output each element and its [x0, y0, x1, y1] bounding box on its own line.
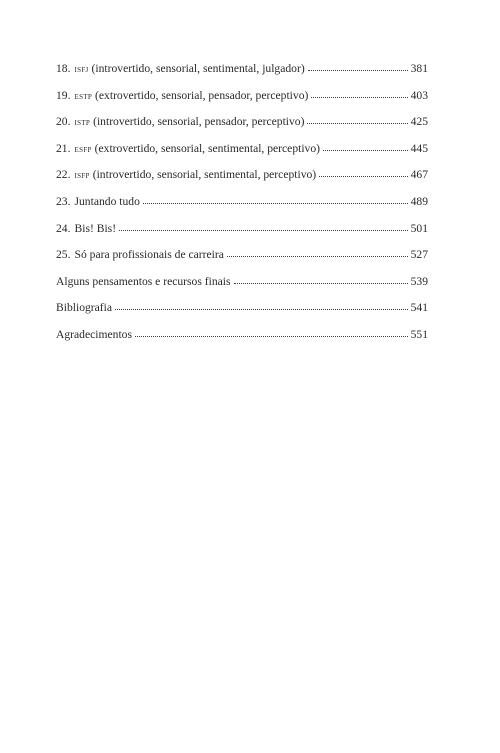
toc-entry-number: 22.	[56, 168, 71, 182]
toc-entry-type-code: isfp	[74, 170, 90, 182]
dot-leader	[234, 275, 408, 285]
toc-entry-bibliography[interactable]	[56, 301, 428, 328]
dot-leader	[319, 168, 408, 178]
table-of-contents	[56, 62, 428, 355]
toc-entry-25[interactable]	[56, 248, 428, 275]
toc-entry-number: 24.	[56, 221, 71, 235]
toc-entry-page: 551	[410, 327, 428, 341]
dot-leader	[311, 89, 408, 99]
toc-entry-title: (introvertido, sensorial, pensador, perceptivo)	[93, 115, 305, 129]
toc-entry-type-code: estp	[74, 90, 93, 102]
dot-leader	[115, 301, 408, 311]
toc-entry-title: Agradecimentos	[56, 327, 132, 341]
toc-entry-page: 489	[410, 194, 428, 208]
dot-leader	[308, 62, 408, 72]
toc-entry-number: 23.	[56, 194, 71, 208]
toc-entry-number: 25.	[56, 248, 71, 262]
toc-entry-title: (extrovertido, sensorial, sentimental, perceptivo)	[94, 141, 321, 155]
toc-entry-number: 21.	[56, 141, 71, 155]
toc-entry-page: 425	[410, 115, 428, 129]
toc-entry-acknowledgments[interactable]	[56, 328, 428, 355]
toc-entry-title: (extrovertido, sensorial, pensador, perceptivo)	[95, 88, 309, 102]
toc-entry-title: (introvertido, sensorial, sentimental, perceptivo)	[92, 168, 317, 182]
dot-leader	[307, 115, 408, 125]
toc-entry-type-code: isfj	[74, 64, 89, 75]
dot-leader	[143, 195, 408, 205]
toc-entry-page: 539	[410, 274, 428, 288]
toc-entry-page: 445	[410, 141, 428, 155]
toc-entry-number: 18.	[56, 62, 71, 75]
toc-entry-title: Alguns pensamentos e recursos finais	[56, 274, 231, 288]
toc-entry-page: 467	[410, 168, 428, 182]
toc-entry-page: 541	[410, 301, 428, 315]
dot-leader	[119, 222, 408, 232]
toc-entry-18[interactable]	[56, 62, 428, 89]
toc-entry-21[interactable]	[56, 142, 428, 169]
toc-entry-number: 19.	[56, 88, 71, 102]
toc-entry-title: Bis! Bis!	[74, 221, 117, 235]
dot-leader	[135, 328, 408, 338]
toc-entry-title: Só para profissionais de carreira	[74, 248, 224, 262]
toc-entry-22[interactable]	[56, 168, 428, 195]
toc-entry-19[interactable]	[56, 89, 428, 116]
toc-entry-page: 501	[410, 221, 428, 235]
toc-entry-23[interactable]	[56, 195, 428, 222]
toc-entry-20[interactable]	[56, 115, 428, 142]
toc-entry-number: 20.	[56, 115, 71, 129]
toc-entry-title: Juntando tudo	[74, 194, 140, 208]
toc-entry-page: 381	[410, 62, 428, 75]
toc-entry-24[interactable]	[56, 222, 428, 249]
toc-entry-page: 527	[410, 248, 428, 262]
toc-entry-type-code: esfp	[74, 143, 92, 155]
toc-entry-title: (introvertido, sensorial, sentimental, julgador)	[91, 62, 305, 75]
toc-entry-title: Bibliografia	[56, 301, 113, 315]
dot-leader	[323, 142, 408, 152]
toc-entry-type-code: istp	[74, 117, 91, 129]
dot-leader	[227, 248, 408, 258]
toc-entry-page: 403	[410, 88, 428, 102]
toc-entry-final-thoughts[interactable]	[56, 275, 428, 302]
